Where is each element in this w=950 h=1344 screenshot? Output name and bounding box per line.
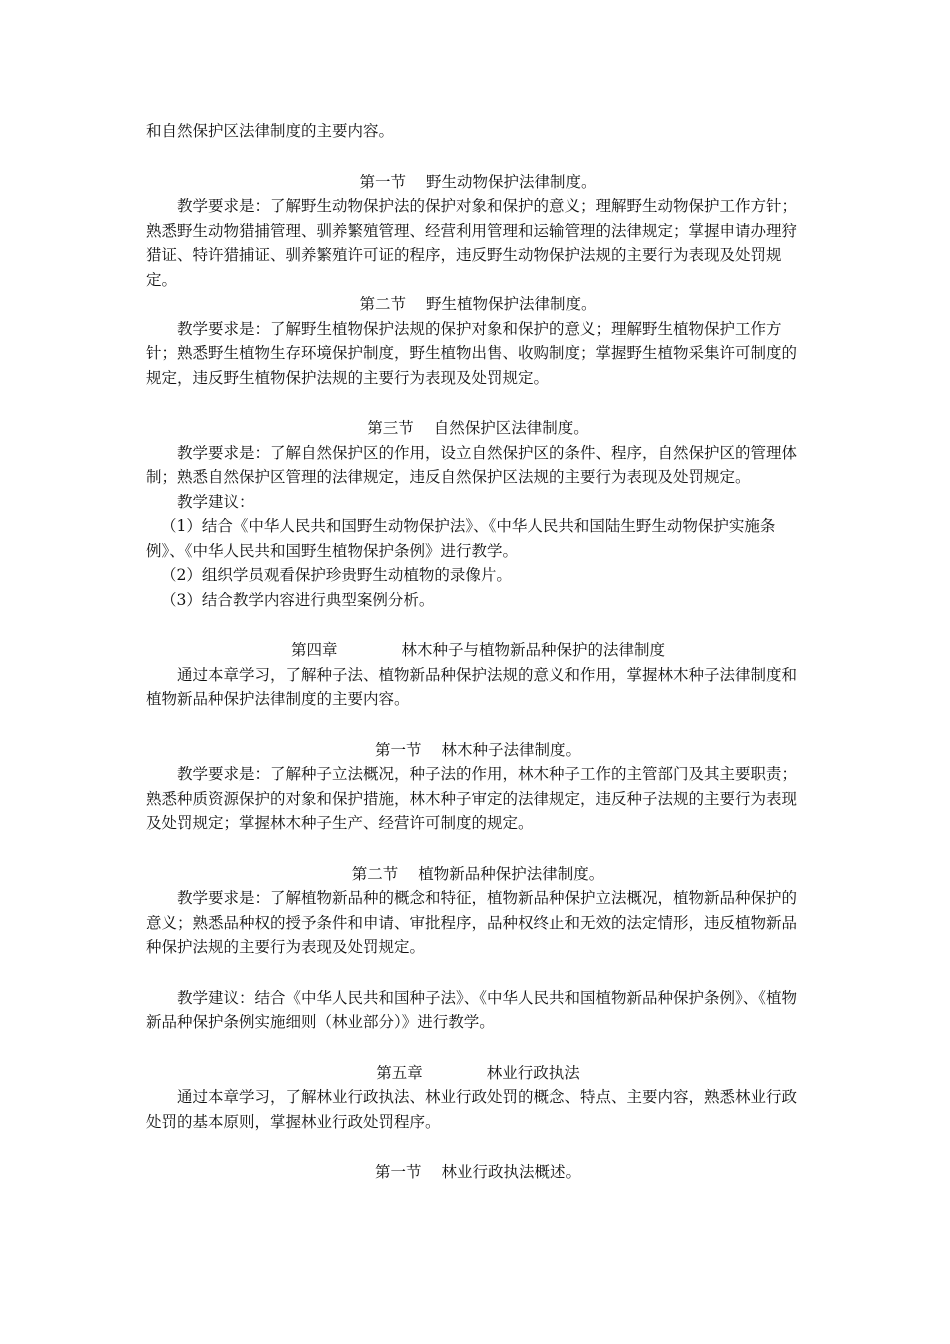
chapter-4-teaching-suggestion: 教学建议：结合《中华人民共和国种子法》、《中华人民共和国植物新品种保护条例》、《植物新品种保护条例实施细则（林业部分）》进行教学。 [146,988,798,1031]
chapter-4-intro: 通过本章学习，了解种子法、植物新品种保护法规的意义和作用，掌握林木种子法律制度和植物新品种保护法律制度的主要内容。 [146,665,798,708]
section-heading-tree-seeds: 第一节 林木种子法律制度。 [374,740,582,759]
section-heading-enforcement-overview: 第一节 林业行政执法概述。 [374,1163,582,1181]
paragraph-wildlife-requirements: 教学要求是：了解野生动物保护法的保护对象和保护的意义；理解野生动物保护工作方针；熟悉野生动物猎捕管理、驯养繁殖管理、经营利用管理和运输管理的法律规定；掌握申请办理狩猎证、特许猎捕证、驯养繁殖许可证的程序，违反野生动物保护法规的主要行为表现及处罚规定。 [146,197,798,289]
paragraph-wild-plants-requirements: 教学要求是：了解野生植物保护法规的保护对象和保护的意义；理解野生植物保护工作方针；熟悉野生植物生存环境保护制度，野生植物出售、收购制度；掌握野生植物采集许可制度的规定，违反野生植物保护法规的主要行为表现及处罚规定。 [146,319,798,387]
paragraph-plant-varieties-requirements: 教学要求是：了解植物新品种的概念和特征，植物新品种保护立法概况，植物新品种保护的意义；熟悉品种权的授予条件和申请、审批程序，品种权终止和无效的法定情形，违反植物新品种保护法规的主要行为表现及处罚规定。 [146,889,798,956]
section-heading-nature-reserve: 第三节 自然保护区法律制度。 [367,419,589,437]
suggestion-item-3: （3）结合教学内容进行典型案例分析。 [161,590,435,609]
suggestion-item-1: （1）结合《中华人民共和国野生动物保护法》、《中华人民共和国陆生野生动物保护实施条例》、《中华人民共和国野生植物保护条例》进行教学。 [146,517,776,560]
section-heading-wildlife: 第一节 野生动物保护法律制度。 [359,172,597,191]
paragraph-tree-seeds-requirements: 教学要求是：了解种子立法概况，种子法的作用，林木种子工作的主管部门及其主要职责；熟悉种质资源保护的对象和保护措施，林木种子审定的法律规定，违反种子法规的主要行为表现及处罚规定；掌握林木种子生产、经营许可制度的规定。 [146,765,798,832]
section-heading-wild-plants: 第二节 野生植物保护法律制度。 [359,295,597,313]
suggestion-item-2: （2）组织学员观看保护珍贵野生动植物的录像片。 [161,566,512,584]
teaching-suggestion-label: 教学建议： [177,492,255,511]
chapter-heading-5: 第五章 林业行政执法 [376,1063,580,1082]
section-heading-plant-varieties: 第二节 植物新品种保护法律制度。 [351,864,605,883]
chapter-5-intro: 通过本章学习，了解林业行政执法、林业行政处罚的概念、特点、主要内容，熟悉林业行政处罚的基本原则，掌握林业行政处罚程序。 [146,1088,798,1131]
chapter-heading-4: 第四章 林木种子与植物新品种保护的法律制度 [290,641,666,659]
paragraph-nature-reserve-requirements: 教学要求是：了解自然保护区的作用，设立自然保护区的条件、程序，自然保护区的管理体制；熟悉自然保护区管理的法律规定，违反自然保护区法规的主要行为表现及处罚规定。 [146,443,798,486]
document-body [146,119,810,1185]
paragraph-intro-tail: 和自然保护区法律制度的主要内容。 [146,122,395,140]
